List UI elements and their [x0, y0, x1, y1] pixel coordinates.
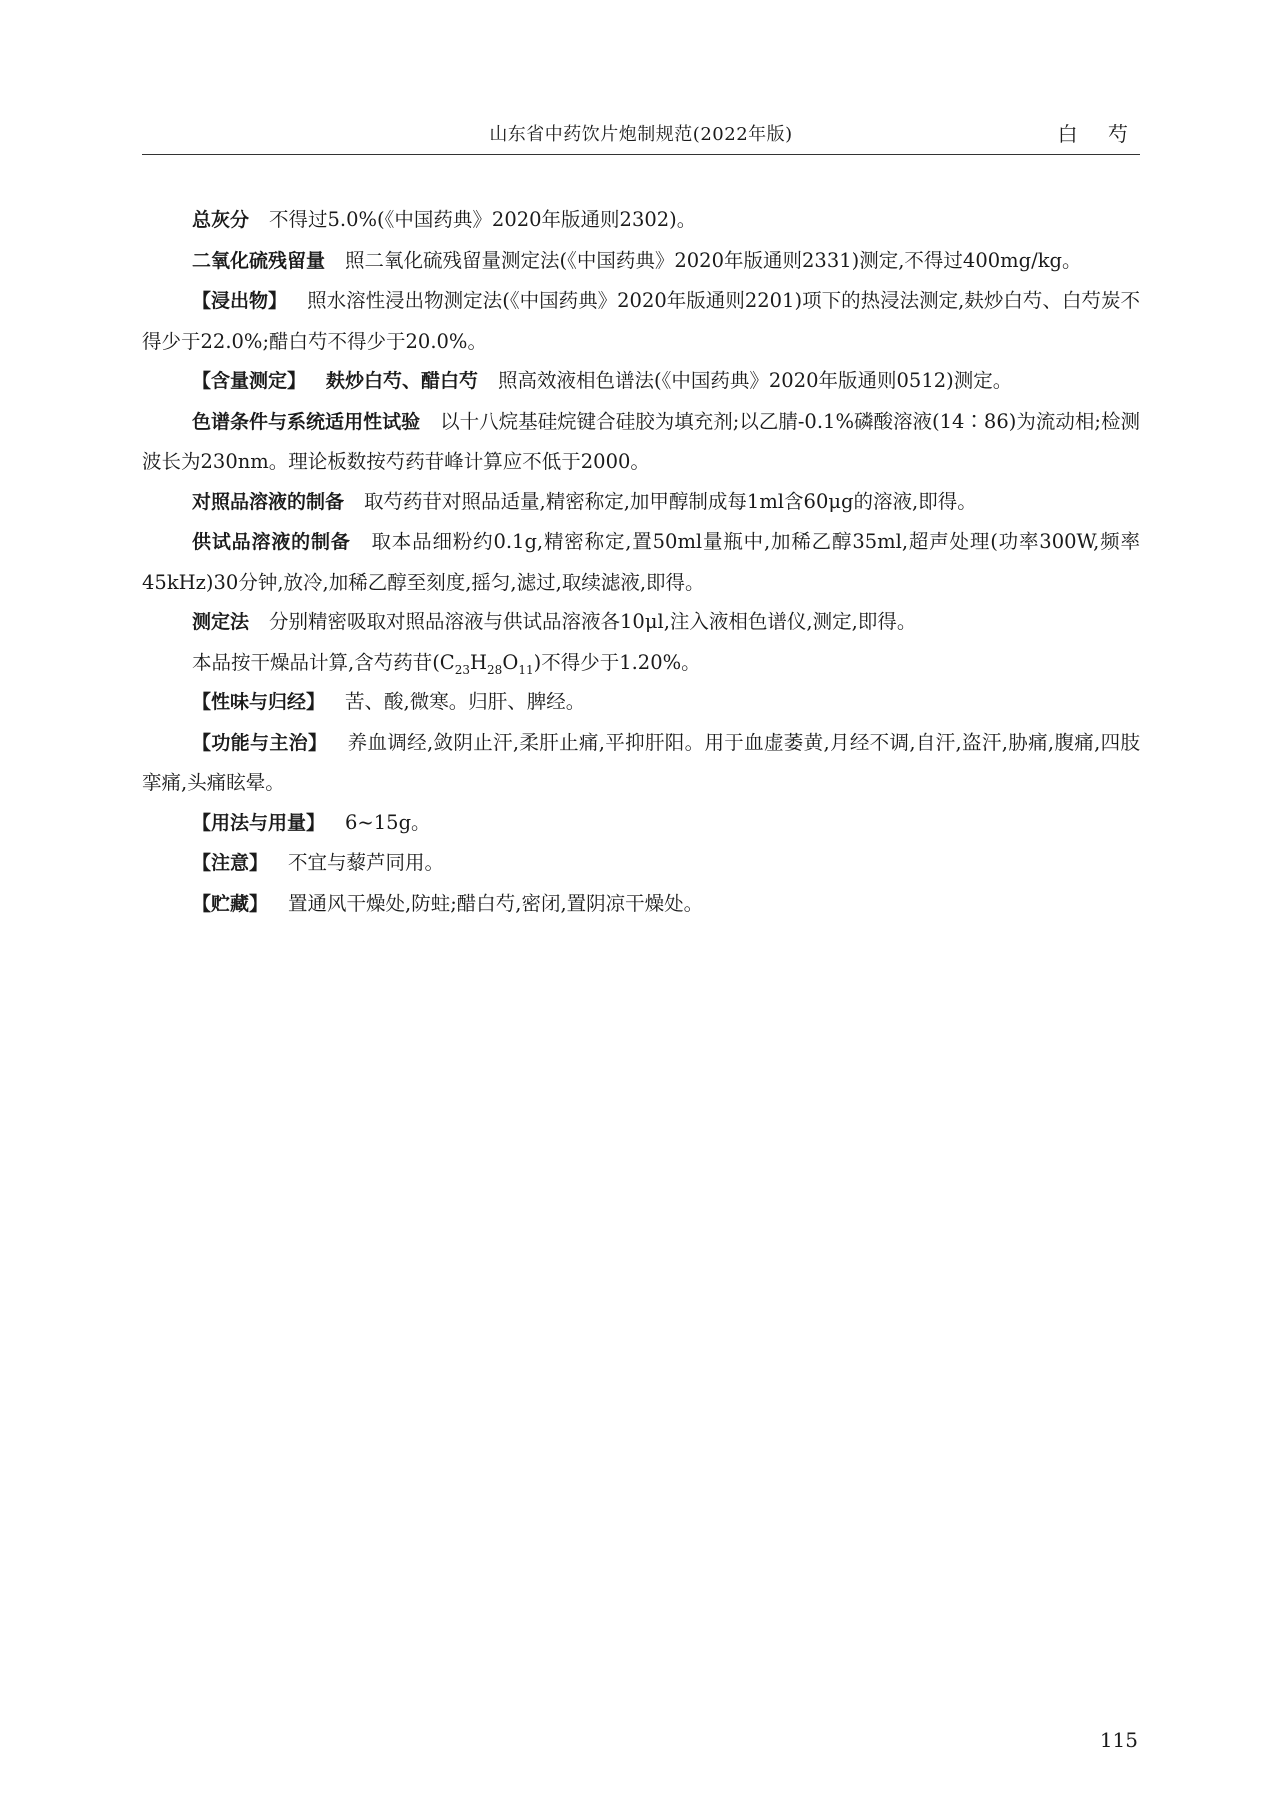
label-reference-solution: 对照品溶液的制备	[192, 490, 345, 513]
text-assay: 照高效液相色谱法(《中国药典》2020年版通则0512)测定。	[498, 369, 1013, 392]
book-title: 山东省中药饮片炮制规范(2022年版)	[489, 124, 793, 145]
paragraph-extract	[142, 281, 1140, 361]
text-chromatography: 以十八烷基硅烷键合硅胶为填充剂;以乙腈-0.1%磷酸溶液(14∶86)为流动相;检测波长为230nm。理论板数按芍药苷峰计算应不低于2000。	[142, 409, 1140, 473]
subscript-c: 23	[454, 662, 471, 677]
paragraph-chromatography	[142, 402, 1140, 482]
paragraph-assay	[142, 361, 1140, 402]
text-caution: 不宜与藜芦同用。	[288, 851, 445, 874]
text-content-after: )不得少于1.20%。	[533, 650, 701, 674]
label-method: 测定法	[192, 611, 250, 633]
text-nature: 苦、酸,微寒。归肝、脾经。	[345, 690, 586, 713]
text-reference-solution: 取芍药苷对照品适量,精密称定,加甲醇制成每1ml含60μg的溶液,即得。	[364, 489, 977, 513]
text-content-before: 本品按干燥品计算,含芍药苷(C	[192, 650, 455, 674]
main-text	[142, 200, 1140, 924]
entry-name: 白 芍	[1057, 122, 1140, 146]
text-test-solution: 取本品细粉约0.1g,精密称定,置50ml量瓶中,加稀乙醇35ml,超声处理(功率300W,频率45kHz)30分钟,放冷,加稀乙醇至刻度,摇匀,滤过,取续滤液,即得。	[142, 530, 1140, 594]
paragraph-caution	[142, 843, 1140, 884]
text-function: 养血调经,敛阴止汗,柔肝止痛,平抑肝阳。用于血虚萎黄,月经不调,自汗,盗汗,胁痛,腹痛,四肢挛痛,头痛眩晕。	[142, 730, 1140, 794]
label-test-solution: 供试品溶液的制备	[192, 531, 351, 553]
paragraph-usage	[142, 803, 1140, 844]
text-method: 分别精密吸取对照品溶液与供试品溶液各10μl,注入液相色谱仪,测定,即得。	[269, 610, 917, 633]
text-content-h: H	[470, 650, 488, 674]
subscript-h: 28	[487, 662, 503, 677]
label-assay: 【含量测定】	[192, 370, 307, 392]
sublabel-assay: 麸炒白芍、醋白芍	[326, 370, 479, 392]
paragraph-function	[142, 723, 1140, 803]
paragraph-storage	[142, 884, 1140, 925]
paragraph-method	[142, 602, 1140, 643]
label-caution: 【注意】	[192, 852, 269, 874]
label-storage: 【贮藏】	[192, 892, 269, 915]
label-usage: 【用法与用量】	[192, 811, 326, 834]
text-extract: 照水溶性浸出物测定法(《中国药典》2020年版通则2201)项下的热浸法测定,麸炒白芍、白芍炭不得少于22.0%;醋白芍不得少于20.0%。	[142, 289, 1140, 353]
label-nature: 【性味与归经】	[192, 691, 326, 713]
text-content-o: O	[502, 650, 519, 674]
running-header	[142, 108, 1140, 155]
paragraph-test-solution	[142, 522, 1140, 602]
text-so2: 照二氧化硫残留量测定法(《中国药典》2020年版通则2331)测定,不得过400mg/kg。	[345, 248, 1082, 272]
label-chromatography: 色谱条件与系统适用性试验	[192, 410, 421, 433]
label-total-ash: 总灰分	[192, 209, 250, 231]
label-function: 【功能与主治】	[192, 731, 328, 754]
text-usage: 6~15g。	[345, 810, 431, 834]
paragraph-reference-solution	[142, 482, 1140, 523]
paragraph-total-ash	[142, 200, 1140, 241]
paragraph-so2	[142, 241, 1140, 282]
subscript-o: 11	[518, 662, 534, 677]
text-storage: 置通风干燥处,防蛀;醋白芍,密闭,置阴凉干燥处。	[288, 891, 704, 915]
paragraph-nature	[142, 682, 1140, 723]
label-so2: 二氧化硫残留量	[192, 249, 326, 272]
label-extract: 【浸出物】	[192, 290, 288, 312]
page-number: 115	[1099, 1728, 1138, 1752]
text-total-ash: 不得过5.0%(《中国药典》2020年版通则2302)。	[269, 208, 697, 231]
paragraph-content-limit	[142, 643, 1140, 683]
